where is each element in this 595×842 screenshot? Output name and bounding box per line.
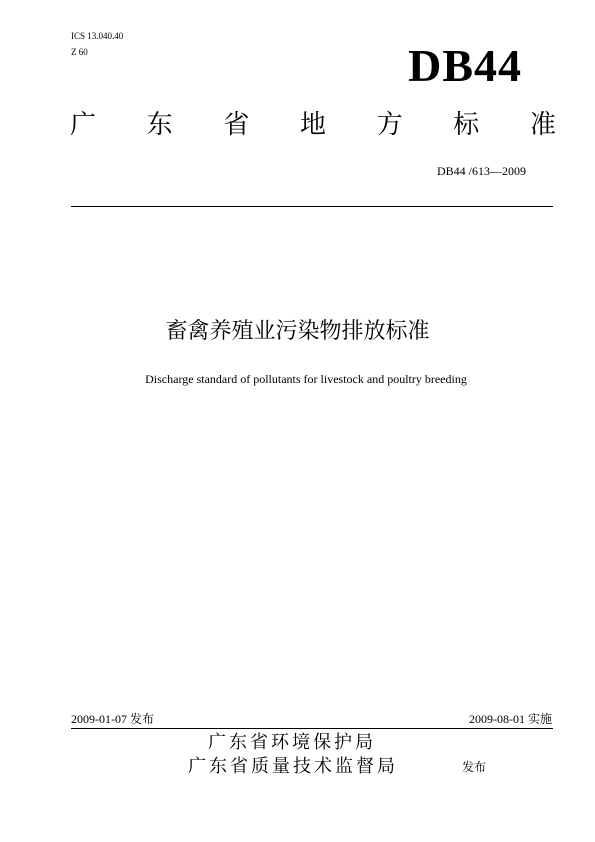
standard-type-char: 东 (146, 110, 173, 140)
issue-label: 发布 (130, 712, 155, 726)
standard-type-char: 省 (223, 110, 250, 140)
title-english: Discharge standard of pollutants for livestock and poultry breeding (145, 372, 467, 386)
issuer-quality-bureau: 广东省质量技术监督局 (188, 756, 398, 777)
standard-type-char: 准 (529, 110, 556, 140)
standard-number: DB44 /613—2009 (436, 164, 526, 178)
issue-date: 2009-01-07 (71, 712, 127, 726)
footer-divider (71, 728, 553, 729)
implementation-date: 2009-08-01 (468, 712, 525, 726)
standard-type-char: 广 (70, 110, 97, 140)
header-divider (71, 206, 553, 207)
issue-date-line (71, 711, 154, 727)
publish-label: 发布 (462, 760, 487, 774)
standard-type-heading (70, 108, 556, 142)
ics-code: ICS 13.040.40 (71, 31, 124, 41)
issuer-environmental-bureau: 广东省环境保护局 (208, 732, 376, 753)
standard-type-char: 地 (299, 110, 326, 140)
standard-type-char: 方 (376, 110, 403, 140)
standard-type-char: 标 (453, 110, 480, 140)
standard-mark: DB44 (408, 40, 522, 91)
implementation-label: 实施 (527, 712, 552, 726)
classification-code: Z 60 (71, 47, 88, 57)
title-chinese: 畜禽养殖业污染物排放标准 (165, 319, 430, 344)
implementation-date-line (380, 711, 552, 727)
